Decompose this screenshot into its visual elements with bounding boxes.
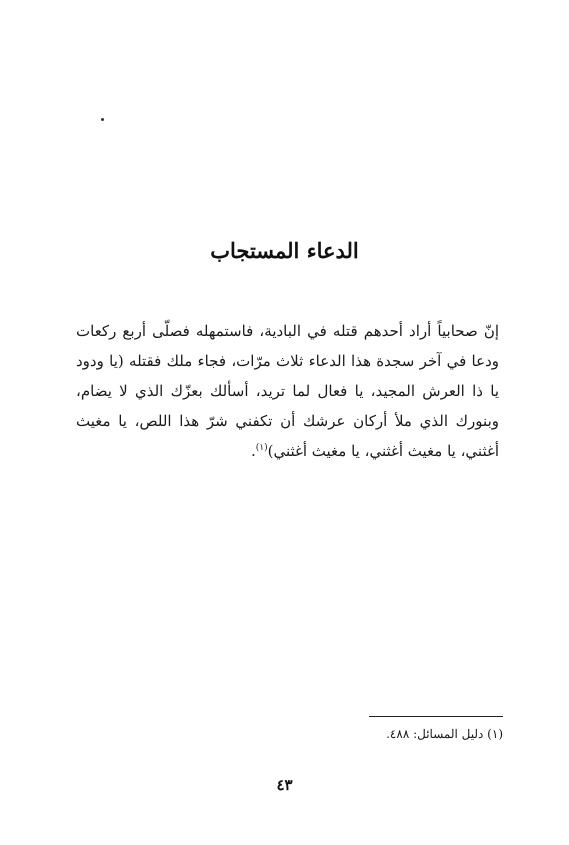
stray-dot (101, 118, 104, 121)
footnote-marker: (١) (255, 443, 268, 453)
body-paragraph (76, 316, 499, 466)
footnote: (١) دليل المسائل: ٤٨٨. (386, 727, 503, 741)
body-end: . (250, 442, 256, 460)
page-number: ٤٣ (276, 776, 293, 794)
footnote-divider (369, 716, 503, 717)
page-title: الدعاء المستجاب (210, 238, 359, 263)
body-text: إنّ صحابياً أراد أحدهم قتله في البادية، فاستمهله فصلّى أربع ركعات ودعا في آخر سجدة هذا الدعاء ثلاث مرّات، فجاء ملك فقتله (يا ودود يا ذا العرش المجيد، يا فعال لما تريد، أسألك بعزّك الذي لا يضام، وبنورك الذي ملأ أركان عرشك أن تكفني شرّ هذا اللص، يا مغيث أغثني، يا مغيث أغثني، يا مغيث أغثني) (76, 322, 499, 460)
